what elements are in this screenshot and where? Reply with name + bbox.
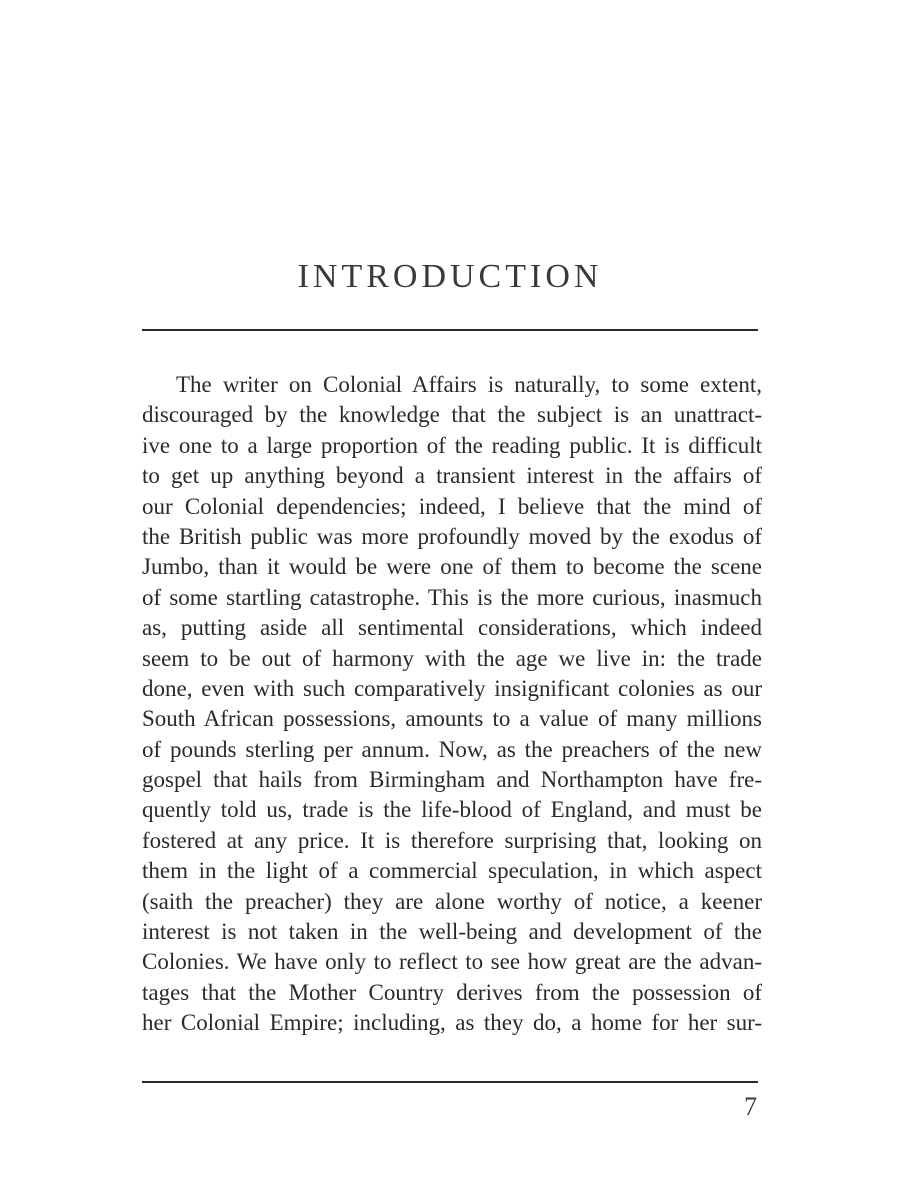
page-number: 7 (744, 1092, 757, 1121)
text-line: Jumbo, than it would be were one of them to become the scene (142, 554, 762, 580)
text-line: our Colonial dependencies; indeed, I believe that the mind of (142, 493, 762, 519)
text-line: as, putting aside all sentimental considerations, which indeed (142, 615, 762, 641)
text-line: seem to be out of harmony with the age we live in: the trade (142, 645, 762, 671)
text-line: interest is not taken in the well-being and development of the (142, 919, 762, 945)
text-line: Colonies. We have only to reflect to see how great are the advan- (142, 949, 762, 975)
text-line: done, even with such comparatively insignificant colonies as our (142, 675, 762, 701)
text-line: to get up anything beyond a transient interest in the affairs of (142, 463, 762, 489)
text-line: quently told us, trade is the life-blood of England, and must be (142, 797, 762, 823)
chapter-title: INTRODUCTION (297, 258, 603, 295)
text-line: discouraged by the knowledge that the subject is an unattract- (142, 402, 762, 428)
text-line: gospel that hails from Birmingham and Northampton have fre- (142, 767, 762, 793)
text-line: fostered at any price. It is therefore surprising that, looking on (142, 827, 762, 853)
text-line: South African possessions, amounts to a value of many millions (142, 706, 762, 732)
text-line: ive one to a large proportion of the reading public. It is difficult (142, 432, 762, 458)
text-line: (saith the preacher) they are alone worthy of notice, a keener (142, 888, 762, 914)
text-line: tages that the Mother Country derives from the possession of (142, 979, 762, 1005)
top-rule (142, 329, 758, 331)
body-paragraph (142, 370, 762, 1039)
text-line: them in the light of a commercial speculation, in which aspect (142, 858, 762, 884)
text-line: of pounds sterling per annum. Now, as the preachers of the new (142, 736, 762, 762)
bottom-rule (142, 1081, 758, 1083)
text-line: of some startling catastrophe. This is the more curious, inasmuch (142, 584, 762, 610)
text-line: The writer on Colonial Affairs is naturally, to some extent, (176, 372, 762, 397)
text-line: the British public was more profoundly moved by the exodus of (142, 523, 762, 549)
text-line: her Colonial Empire; including, as they do, a home for her sur- (142, 1010, 762, 1036)
